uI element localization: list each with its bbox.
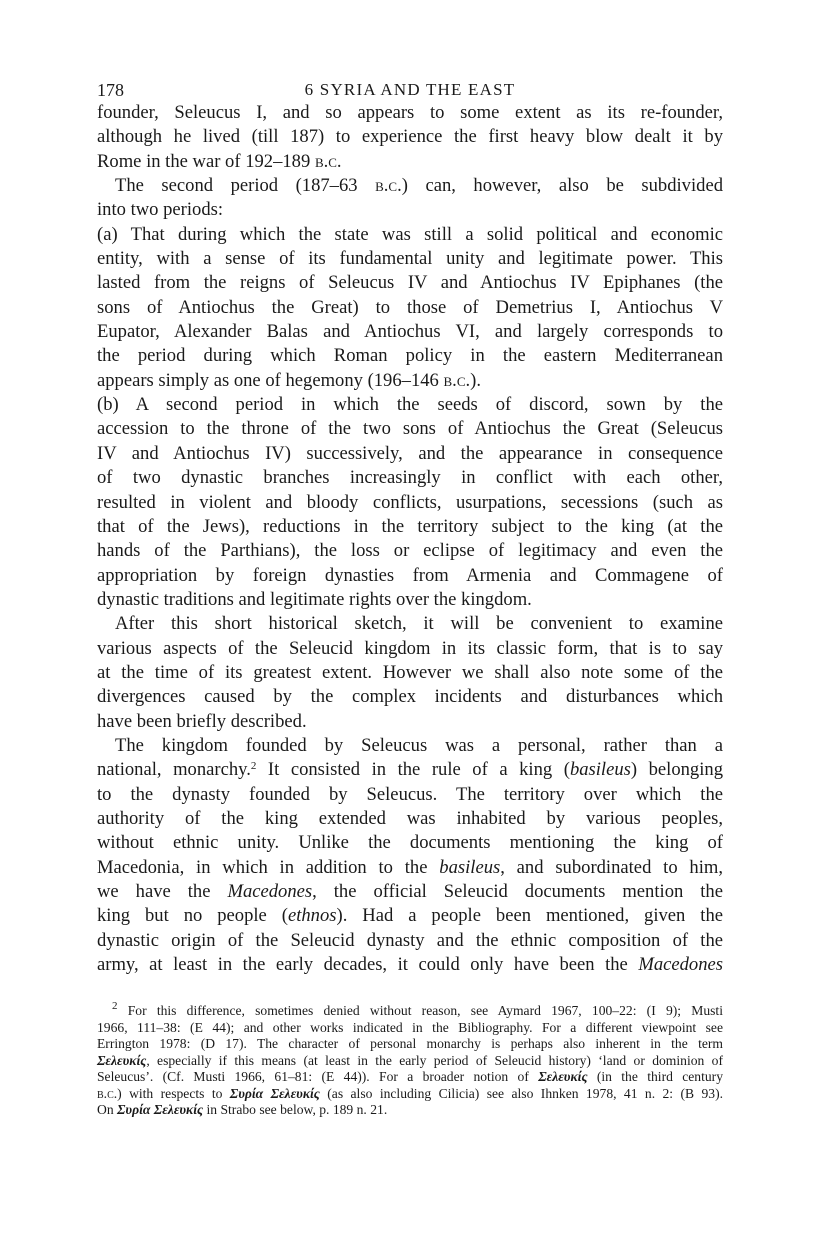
text-line: accession to the throne of the two sons of Antiochus the Great (Seleucus bbox=[97, 418, 723, 440]
text-line: hands of the Parthians), the loss or eclipse of legitimacy and even the bbox=[97, 540, 723, 562]
footnote-ref[interactable]: 2 bbox=[250, 760, 257, 773]
italic-term: Macedones bbox=[227, 881, 313, 902]
text-line: authority of the king extended was inhabited by various peoples, bbox=[97, 807, 723, 829]
text-line: Rome in the war of 192–189 b.c. bbox=[97, 150, 342, 172]
text-line: army, at least in the early decades, it could only have been the Macedones bbox=[97, 954, 723, 976]
footnote-line: Errington 1978: (D 17). The character of personal monarchy is perhaps also inherent in the term bbox=[97, 1036, 723, 1051]
text-line: IV and Antiochus IV) successively, and the appearance in consequence bbox=[97, 442, 723, 464]
footnote-line: $^2$ For this difference, sometimes denied without reason, see Aymard 1967, 100–22: (I 9); Musti bbox=[112, 1000, 723, 1018]
text-line: at the time of its greatest extent. However we shall also note some of the bbox=[97, 661, 723, 683]
text-line: into two periods: bbox=[97, 199, 224, 221]
footnote-line: Σελευκίς, especially if this means (at least in the early period of Seleucid history) ‘land or dominion of bbox=[97, 1052, 723, 1068]
text-line: resulted in violent and bloody conflicts, usurpations, secessions (such as bbox=[97, 491, 723, 513]
text-line: appropriation by foreign dynasties from Armenia and Commagene of bbox=[97, 564, 723, 586]
text-line: entity, with a sense of its fundamental unity and legitimate power. This bbox=[97, 248, 723, 270]
era-abbrev: b.c. bbox=[375, 175, 402, 197]
text-line: founder, Seleucus I, and so appears to some extent as its re-founder, bbox=[97, 102, 723, 123]
text-line: various aspects of the Seleucid kingdom in its classic form, that is to say bbox=[97, 637, 723, 659]
footnote-line: Seleucus’. (Cf. Musti 1966, 61–81: (E 44)). For a broader notion of Σελευκίς (in the third century bbox=[97, 1069, 723, 1084]
text-line: the period during which Roman policy in the eastern Mediterranean bbox=[97, 345, 723, 367]
footnotes bbox=[97, 1000, 723, 1119]
running-head: 6 SYRIA AND THE EAST bbox=[304, 80, 516, 99]
text-line: although he lived (till 187) to experience the first heavy blow dealt it by bbox=[97, 126, 723, 148]
greek-term: Συρία Σελευκίς bbox=[229, 1085, 320, 1101]
italic-term: basileus bbox=[569, 759, 631, 781]
text-line: to the dynasty founded by Seleucus. The territory over which the bbox=[97, 783, 723, 805]
era-abbrev: b.c. bbox=[97, 1085, 118, 1101]
era-abbrev: b.c. bbox=[443, 369, 471, 391]
footnote-line: On Συρία Σελευκίς in Strabo see below, p. 189 n. 21. bbox=[97, 1102, 388, 1117]
greek-term: Σελευκίς bbox=[538, 1069, 588, 1084]
footnote-marker: 2 bbox=[112, 1000, 118, 1012]
text-line: lasted from the reigns of Seleucus IV and Antiochus IV Epiphanes (the bbox=[97, 272, 723, 294]
text-line: Macedonia, in which in addition to the basileus, and subordinated to him, bbox=[97, 856, 723, 878]
body-text bbox=[97, 101, 723, 977]
italic-term: Macedones bbox=[638, 954, 723, 976]
italic-term: ethnos bbox=[287, 905, 337, 927]
greek-term: Σελευκίς bbox=[97, 1052, 147, 1068]
text-line: dynastic origin of the Seleucid dynasty and the ethnic composition of the bbox=[97, 929, 723, 951]
text-line: have been briefly described. bbox=[97, 710, 307, 732]
text-line: sons of Antiochus the Great) to those of Demetrius I, Antiochus V bbox=[97, 296, 723, 318]
text-line: (b) A second period in which the seeds of discord, sown by the bbox=[97, 394, 723, 416]
text-line: Eupator, Alexander Balas and Antiochus VI, and largely corresponds to bbox=[97, 321, 723, 343]
text-line: After this short historical sketch, it will be convenient to examine bbox=[115, 613, 723, 635]
text-line: (a) That during which the state was still a solid political and economic bbox=[97, 223, 723, 245]
text-line: without ethnic unity. Unlike the documents mentioning the king of bbox=[97, 832, 723, 854]
text-line: The second period (187–63 b.c.) can, however, also be subdivided bbox=[115, 175, 723, 197]
text-line: The kingdom founded by Seleucus was a personal, rather than a bbox=[115, 734, 723, 756]
footnote-line: b.c.) with respects to Συρία Σελευκίς (as also including Cilicia) see also Ihnken 1978, 41 n. 2: (B 93). bbox=[97, 1085, 723, 1101]
text-line: appears simply as one of hegemony (196–146 b.c.). bbox=[97, 369, 481, 391]
text-line: we have the Macedones, the official Seleucid documents mention the bbox=[97, 881, 723, 902]
era-abbrev: b.c. bbox=[314, 150, 342, 172]
text-line: of two dynastic branches increasingly in conflict with each other, bbox=[97, 467, 723, 489]
text-line: king but no people (ethnos). Had a people been mentioned, given the bbox=[97, 905, 724, 927]
page-number: 178 bbox=[97, 80, 124, 100]
text-line: dynastic traditions and legitimate rights over the kingdom. bbox=[97, 588, 532, 610]
greek-term: Συρία Σελευκίς bbox=[117, 1102, 204, 1117]
text-line: national, monarchy.$^2$ It consisted in the rule of a king (basileus) belonging bbox=[97, 759, 723, 781]
italic-term: basileus bbox=[439, 856, 501, 878]
text-line: divergences caused by the complex incidents and disturbances which bbox=[97, 686, 723, 708]
text-line: that of the Jews), reductions in the territory subject to the king (at the bbox=[97, 515, 723, 537]
footnote-line: 1966, 111–38: (E 44); and other works indicated in the Bibliography. For a different viewpoint see bbox=[97, 1019, 723, 1035]
